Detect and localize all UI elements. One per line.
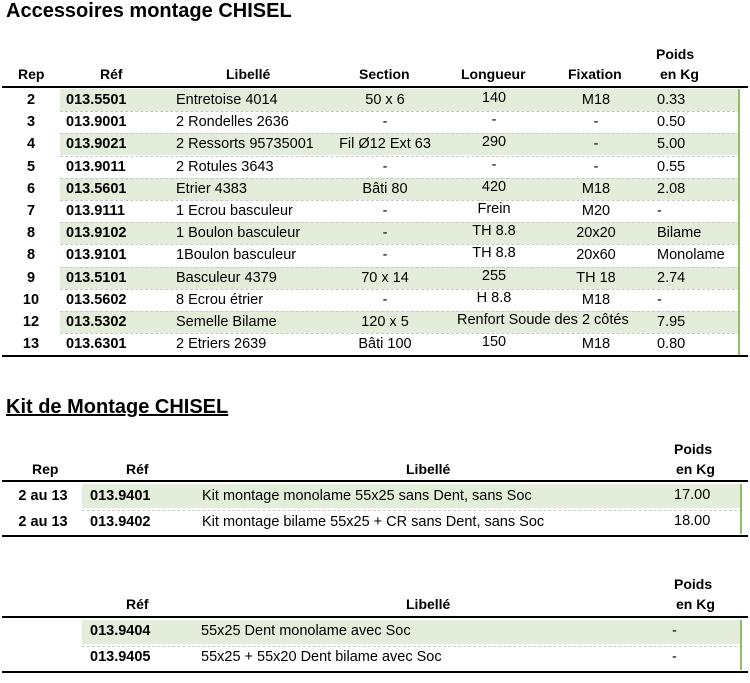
cell-ref: 013.6301 [66, 336, 127, 352]
cell-longueur: - [491, 112, 497, 128]
cell-section: - [382, 247, 388, 263]
cell-fixation: M18 [581, 92, 611, 108]
cell-libelle: 1 Boulon basculeur [176, 225, 301, 241]
cell-fixation: - [593, 136, 599, 152]
cell-fixation: 20x60 [576, 247, 616, 263]
cell-poids: - [657, 292, 662, 308]
header-ref: Réf [100, 66, 123, 82]
cell-rep: 8 [26, 225, 36, 241]
cell-fixation: - [593, 159, 599, 175]
section1-bottom-rule [2, 355, 748, 357]
cell-fixation: M18 [581, 292, 611, 308]
cell-section: 120 x 5 [361, 314, 409, 330]
cell-longueur: H 8.8 [476, 290, 512, 306]
cell-longueur: 140 [481, 90, 507, 106]
header-longueur: Longueur [461, 66, 526, 82]
cell-ref: 013.5601 [66, 181, 127, 197]
section2-title: Kit de Montage CHISEL [6, 396, 229, 418]
cell-ref: 013.9021 [66, 136, 127, 152]
cell-rep: 12 [22, 314, 40, 330]
cell-longueur: 290 [481, 134, 507, 150]
table-right-border [738, 89, 740, 355]
cell-fixation: 20x20 [576, 225, 616, 241]
cell-poids: Bilame [657, 225, 702, 241]
cell-ref: 013.9404 [90, 623, 151, 639]
cell-ref: 013.9001 [66, 114, 127, 130]
cell-libelle: 2 Rondelles 2636 [176, 114, 289, 130]
cell-libelle: 55x25 Dent monolame avec Soc [201, 623, 411, 639]
header-poids-line1: Poids [656, 46, 695, 62]
cell-fixation: TH 18 [576, 270, 616, 286]
cell-rep: 3 [26, 114, 36, 130]
section1-header-rule [2, 86, 748, 88]
cell-longueur: Renfort Soude des 2 côtés [457, 312, 629, 328]
section1-title: Accessoires montage CHISEL [6, 0, 292, 22]
kit-header-libelle: Libellé [406, 461, 451, 477]
section2-header-rule [2, 480, 748, 482]
cell-section: Bâti 100 [358, 336, 412, 352]
cell-libelle: 8 Ecrou étrier [176, 292, 264, 308]
cell-rep: 9 [26, 270, 36, 286]
cell-ref: 013.9111 [66, 203, 125, 219]
cell-poids: - [672, 623, 677, 639]
cell-poids: 0.55 [657, 159, 686, 175]
cell-rep: 6 [26, 181, 36, 197]
cell-libelle: Kit montage monolame 55x25 sans Dent, sans Soc [202, 488, 532, 504]
cell-longueur: 420 [481, 179, 507, 195]
cell-ref: 013.9401 [90, 488, 151, 504]
cell-poids: 0.80 [657, 336, 686, 352]
cell-libelle: Entretoise 4014 [176, 92, 278, 108]
kit-header-poids-line2: en Kg [676, 461, 715, 477]
cell-poids: - [672, 649, 677, 665]
cell-section: Bâti 80 [362, 181, 408, 197]
cell-rep: 2 [26, 92, 36, 108]
cell-fixation: M18 [581, 181, 611, 197]
cell-poids: - [657, 203, 662, 219]
cell-section: - [382, 203, 388, 219]
cell-libelle: 2 Ressorts 95735001 [176, 136, 314, 152]
cell-longueur: 255 [481, 268, 507, 284]
cell-libelle: Etrier 4383 [176, 181, 247, 197]
cell-poids: 0.50 [657, 114, 686, 130]
cell-poids: 0.33 [657, 92, 686, 108]
cell-ref: 013.9101 [66, 247, 127, 263]
cell-rep: 5 [26, 159, 36, 175]
cell-libelle: Kit montage bilame 55x25 + CR sans Dent, sans Soc [202, 514, 545, 530]
cell-libelle: 2 Etriers 2639 [176, 336, 267, 352]
dent-header-poids-line1: Poids [674, 576, 713, 592]
dent-header-libelle: Libellé [406, 596, 451, 612]
section3-bottom-rule [2, 671, 748, 673]
cell-section: 70 x 14 [361, 270, 409, 286]
dent-header-poids-line2: en Kg [676, 596, 715, 612]
kit-header-rep: Rep [32, 461, 59, 477]
cell-fixation: M20 [581, 203, 611, 219]
cell-ref: 013.5101 [66, 270, 127, 286]
cell-libelle: 1 Ecrou basculeur [176, 203, 293, 219]
cell-libelle: 55x25 + 55x20 Dent bilame avec Soc [201, 649, 442, 665]
cell-rep: 10 [22, 292, 40, 308]
dent-header-ref: Réf [126, 596, 149, 612]
cell-ref: 013.5302 [66, 314, 127, 330]
cell-libelle: 1Boulon basculeur [176, 247, 297, 263]
header-section: Section [359, 66, 410, 82]
cell-rep: 2 au 13 [18, 514, 68, 530]
cell-section: 50 x 6 [365, 92, 405, 108]
row-highlight [82, 620, 742, 644]
section3-header-rule [2, 616, 748, 618]
cell-longueur: TH 8.8 [472, 245, 516, 261]
cell-rep: 4 [26, 136, 36, 152]
cell-section: - [382, 114, 388, 130]
header-rep: Rep [18, 66, 45, 82]
header-fixation: Fixation [568, 66, 622, 82]
cell-ref: 013.9402 [90, 514, 151, 530]
kit-header-ref: Réf [126, 461, 149, 477]
cell-poids: 5.00 [657, 136, 686, 152]
header-poids-line2: en Kg [660, 66, 699, 82]
cell-rep: 2 au 13 [18, 488, 68, 504]
cell-libelle: Basculeur 4379 [176, 270, 277, 286]
cell-section: - [382, 159, 388, 175]
cell-ref: 013.5602 [66, 292, 127, 308]
cell-ref: 013.9011 [66, 159, 126, 175]
table-right-border [740, 620, 742, 670]
cell-poids: Monolame [657, 247, 725, 263]
cell-fixation: M18 [581, 336, 611, 352]
cell-ref: 013.9405 [90, 649, 151, 665]
kit-header-poids-line1: Poids [674, 441, 713, 457]
cell-poids: 17.00 [674, 487, 711, 503]
cell-longueur: - [491, 157, 497, 173]
cell-libelle: Semelle Bilame [176, 314, 277, 330]
header-libelle: Libellé [226, 66, 271, 82]
table-right-border [740, 484, 742, 534]
cell-ref: 013.5501 [66, 92, 127, 108]
cell-section: Fil Ø12 Ext 63 [339, 136, 431, 152]
cell-poids: 7.95 [657, 314, 686, 330]
cell-section: - [382, 225, 388, 241]
cell-section: - [382, 292, 388, 308]
section2-bottom-rule [2, 535, 748, 537]
cell-rep: 7 [26, 203, 36, 219]
cell-poids: 18.00 [674, 513, 711, 529]
cell-fixation: - [593, 114, 599, 130]
cell-poids: 2.74 [657, 270, 686, 286]
cell-libelle: 2 Rotules 3643 [176, 159, 274, 175]
cell-ref: 013.9102 [66, 225, 127, 241]
cell-longueur: 150 [481, 334, 507, 350]
cell-longueur: Frein [477, 201, 511, 217]
cell-longueur: TH 8.8 [472, 223, 516, 239]
cell-poids: 2.08 [657, 181, 686, 197]
cell-rep: 13 [22, 336, 40, 352]
cell-rep: 8 [26, 247, 36, 263]
